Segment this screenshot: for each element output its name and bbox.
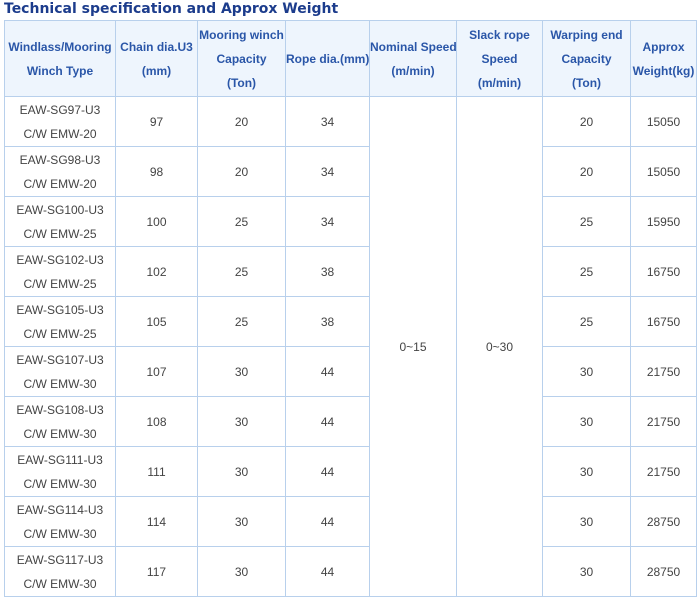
- cell-mooring-capacity: 25: [198, 247, 286, 297]
- header-winch-type: [5, 21, 116, 97]
- cell-chain-dia: 108: [116, 397, 198, 447]
- cell-chain-dia: 100: [116, 197, 198, 247]
- cell-mooring-capacity: 25: [198, 197, 286, 247]
- winch-type-line: EAW-SG100-U3: [16, 202, 104, 217]
- winch-type-line: EAW-SG105-U3: [16, 302, 104, 317]
- cell-rope-dia: 34: [286, 147, 370, 197]
- cell-approx-weight: 15050: [631, 97, 697, 147]
- header-nominal-speed: [370, 21, 457, 97]
- winch-type-line: C/W EMW-20: [23, 176, 97, 191]
- cell-approx-weight: 15050: [631, 147, 697, 197]
- cell-chain-dia: 114: [116, 497, 198, 547]
- winch-type-line: C/W EMW-25: [23, 226, 97, 241]
- table-row: [5, 97, 697, 147]
- cell-winch-type: [5, 347, 116, 397]
- header-line: (m/min): [477, 75, 522, 90]
- cell-chain-dia: 107: [116, 347, 198, 397]
- cell-approx-weight: 28750: [631, 497, 697, 547]
- cell-rope-dia: 38: [286, 247, 370, 297]
- header-line: (m/min): [391, 63, 435, 78]
- cell-chain-dia: 117: [116, 547, 198, 597]
- cell-chain-dia: 98: [116, 147, 198, 197]
- header-line: Weight(kg): [632, 63, 695, 78]
- cell-winch-type: [5, 297, 116, 347]
- table-row: [5, 297, 697, 347]
- winch-type-line: EAW-SG102-U3: [16, 252, 104, 267]
- cell-mooring-capacity: 30: [198, 497, 286, 547]
- cell-rope-dia: 34: [286, 197, 370, 247]
- winch-type-line: EAW-SG114-U3: [16, 502, 104, 517]
- header-line: (mm): [141, 63, 172, 78]
- cell-mooring-capacity: 30: [198, 397, 286, 447]
- table-row: [5, 397, 697, 447]
- winch-type-line: EAW-SG98-U3: [19, 152, 101, 167]
- cell-chain-dia: 105: [116, 297, 198, 347]
- cell-approx-weight: 16750: [631, 247, 697, 297]
- header-line: Winch Type: [26, 63, 94, 78]
- header-line: Approx: [642, 39, 685, 54]
- cell-warping-capacity: 25: [543, 247, 631, 297]
- header-line: Warping end: [550, 27, 623, 42]
- winch-type-line: C/W EMW-20: [23, 126, 97, 141]
- cell-winch-type: [5, 397, 116, 447]
- cell-mooring-capacity: 25: [198, 297, 286, 347]
- table-row: [5, 247, 697, 297]
- cell-winch-type: [5, 447, 116, 497]
- winch-type-line: EAW-SG107-U3: [16, 352, 104, 367]
- winch-type-line: EAW-SG117-U3: [16, 552, 104, 567]
- header-line: Capacity: [561, 51, 612, 66]
- cell-approx-weight: 21750: [631, 447, 697, 497]
- table-row: [5, 497, 697, 547]
- cell-approx-weight: 21750: [631, 397, 697, 447]
- cell-winch-type: [5, 197, 116, 247]
- table-row: [5, 447, 697, 497]
- header-line: (Ton): [571, 75, 602, 90]
- winch-type-line: EAW-SG108-U3: [16, 402, 104, 417]
- cell-warping-capacity: 25: [543, 297, 631, 347]
- cell-slack-rope-speed: 0~30: [457, 97, 543, 597]
- header-line: Chain dia.U3: [120, 39, 193, 54]
- cell-chain-dia: 102: [116, 247, 198, 297]
- winch-type-line: EAW-SG97-U3: [19, 102, 101, 117]
- header-chain-dia: [116, 21, 198, 97]
- cell-winch-type: [5, 147, 116, 197]
- winch-type-line: C/W EMW-30: [23, 526, 97, 541]
- cell-winch-type: [5, 247, 116, 297]
- header-line: Nominal Speed: [370, 39, 457, 54]
- cell-approx-weight: 15950: [631, 197, 697, 247]
- cell-chain-dia: 111: [116, 447, 198, 497]
- table-row: [5, 147, 697, 197]
- cell-warping-capacity: 30: [543, 397, 631, 447]
- cell-rope-dia: 44: [286, 447, 370, 497]
- header-line: Windlass/Mooring: [8, 39, 112, 54]
- cell-warping-capacity: 30: [543, 447, 631, 497]
- header-line: Mooring winch: [199, 27, 284, 42]
- cell-mooring-capacity: 30: [198, 547, 286, 597]
- winch-type-line: EAW-SG111-U3: [17, 452, 103, 467]
- header-mooring-capacity: [198, 21, 286, 97]
- header-line: (Ton): [226, 75, 257, 90]
- cell-rope-dia: 38: [286, 297, 370, 347]
- cell-warping-capacity: 30: [543, 497, 631, 547]
- cell-nominal-speed: 0~15: [370, 97, 457, 597]
- header-line: Slack rope: [469, 27, 530, 42]
- cell-warping-capacity: 30: [543, 347, 631, 397]
- cell-winch-type: [5, 547, 116, 597]
- winch-type-line: C/W EMW-25: [23, 276, 97, 291]
- header-slack-rope-speed: [457, 21, 543, 97]
- table-row: [5, 547, 697, 597]
- header-line: Speed: [481, 51, 518, 66]
- page-title: Technical specification and Approx Weight: [4, 1, 339, 17]
- cell-rope-dia: 44: [286, 547, 370, 597]
- cell-rope-dia: 44: [286, 497, 370, 547]
- cell-rope-dia: 44: [286, 347, 370, 397]
- cell-winch-type: [5, 97, 116, 147]
- cell-chain-dia: 97: [116, 97, 198, 147]
- cell-rope-dia: 34: [286, 97, 370, 147]
- winch-type-line: C/W EMW-30: [23, 576, 97, 591]
- cell-mooring-capacity: 30: [198, 347, 286, 397]
- table-body: [5, 97, 697, 597]
- cell-mooring-capacity: 30: [198, 447, 286, 497]
- cell-warping-capacity: 30: [543, 547, 631, 597]
- table-row: [5, 347, 697, 397]
- cell-warping-capacity: 20: [543, 147, 631, 197]
- header-rope-dia: [286, 21, 370, 97]
- header-line: Capacity: [216, 51, 267, 66]
- cell-mooring-capacity: 20: [198, 147, 286, 197]
- header-line: Rope dia.(mm): [286, 51, 370, 66]
- cell-winch-type: [5, 497, 116, 547]
- header-approx-weight: [631, 21, 697, 97]
- winch-type-line: C/W EMW-30: [23, 426, 97, 441]
- spec-table: [4, 20, 697, 597]
- winch-type-line: C/W EMW-30: [23, 376, 97, 391]
- table-row: [5, 197, 697, 247]
- cell-mooring-capacity: 20: [198, 97, 286, 147]
- header-row: [5, 21, 697, 97]
- header-warping-capacity: [543, 21, 631, 97]
- winch-type-line: C/W EMW-25: [23, 326, 97, 341]
- cell-rope-dia: 44: [286, 397, 370, 447]
- cell-approx-weight: 21750: [631, 347, 697, 397]
- cell-approx-weight: 16750: [631, 297, 697, 347]
- cell-warping-capacity: 25: [543, 197, 631, 247]
- winch-type-line: C/W EMW-30: [23, 476, 97, 491]
- cell-approx-weight: 28750: [631, 547, 697, 597]
- cell-warping-capacity: 20: [543, 97, 631, 147]
